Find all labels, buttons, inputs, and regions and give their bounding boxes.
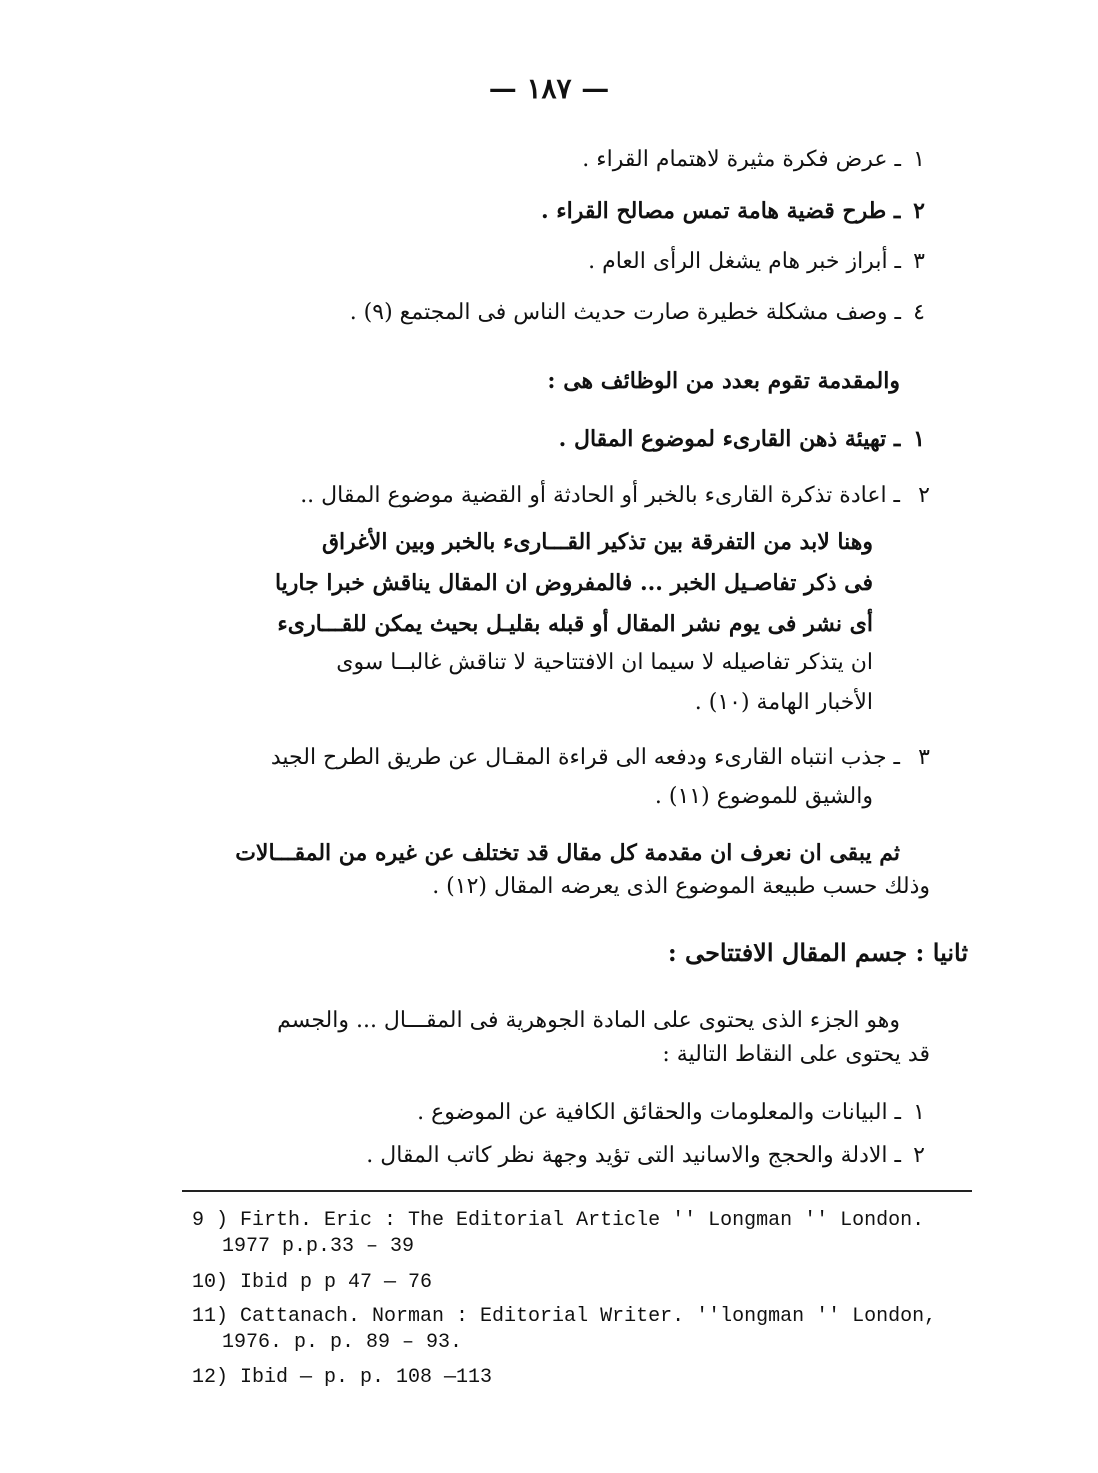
- list-item-number: ٢: [918, 483, 930, 508]
- paragraph-line: ـ جذب انتباه القارىء ودفعه الى قراءة المقـال عن طريق الطرح الجيد: [270, 745, 900, 770]
- list-item: [366, 1141, 930, 1171]
- footnote-line: 1977 p.p.33 – 39: [222, 1235, 415, 1258]
- paragraph-line: وهو الجزء الذى يحتوى على المادة الجوهرية فى المقـــال ... والجسم: [277, 1008, 900, 1033]
- page-number: — ١٨٧ —: [488, 72, 610, 105]
- footnote: [192, 1365, 492, 1391]
- list-item: [582, 145, 930, 175]
- section-heading: ثانيا : جسم المقال الافتتاحى :: [667, 938, 968, 967]
- list-item-number: ١: [913, 426, 925, 452]
- footnote-line: 10) Ibid p p 47 — 76: [192, 1271, 433, 1294]
- function-item-1: [559, 424, 930, 454]
- list-item-text: ـ تهيئة ذهن القارىء لموضوع المقال .: [558, 426, 901, 452]
- paragraph-line: ان يتذكر تفاصيله لا سيما ان الافتتاحية لا تناقش غالبــا سوى: [336, 650, 873, 675]
- paragraph-line: ـ اعادة تذكرة القارىء بالخبر أو الحادثة أو القضية موضوع المقال ..: [300, 483, 900, 508]
- footnote: [192, 1270, 432, 1296]
- list-item: [588, 247, 930, 277]
- list-item-number: ٣: [913, 249, 925, 274]
- paragraph-line: الأخبار الهامة (١٠) .: [694, 690, 873, 715]
- list-item-text: ـ وصف مشكلة خطيرة صارت حديث الناس فى المجتمع (٩) .: [349, 300, 901, 325]
- list-item: [417, 1098, 930, 1128]
- paragraph-line: قد يحتوى على النقاط التالية :: [662, 1042, 930, 1067]
- footnote-line: 1976. p. p. 89 – 93.: [222, 1331, 463, 1354]
- list-item-text: ـ البيانات والمعلومات والحقائق الكافية عن الموضوع .: [417, 1100, 901, 1125]
- paragraph-line: وذلك حسب طبيعة الموضوع الذى يعرضه المقال (١٢) .: [432, 874, 930, 899]
- list-item-text: ـ أبراز خبر هام يشغل الرأى العام .: [588, 249, 901, 274]
- footnote: [192, 1304, 936, 1356]
- list-item-text: ـ عرض فكرة مثيرة لاهتمام القراء .: [582, 147, 901, 172]
- paragraph-line: أى نشر فى يوم نشر المقال أو قبله بقليـل بحيث يمكن للقـــارىء: [277, 611, 873, 637]
- functions-intro: والمقدمة تقوم بعدد من الوظائف هى :: [547, 368, 900, 394]
- list-item-number: ١: [913, 1100, 925, 1125]
- paragraph-line: فى ذكر تفاصـيل الخبر ... فالمفروض ان المقال يناقش خبرا جاريا: [274, 570, 873, 596]
- paragraph-line: ثم يبقى ان نعرف ان مقدمة كل مقال قد تختلف عن غيره من المقـــالات: [235, 840, 900, 866]
- list-item-number: ٣: [918, 745, 930, 770]
- footnote-line: 11) Cattanach. Norman : Editorial Writer. ''longman '' London,: [192, 1305, 937, 1328]
- list-item-number: ٢: [913, 198, 925, 224]
- list-item-number: ٢: [913, 1143, 925, 1168]
- footnote-line: 12) Ibid — p. p. 108 —113: [192, 1366, 493, 1389]
- list-item-number: ١: [913, 147, 925, 172]
- paragraph-line: والشيق للموضوع (١١) .: [654, 784, 873, 809]
- list-item-text: ـ طرح قضية هامة تمس مصالح القراء .: [540, 198, 901, 224]
- list-item: [541, 196, 930, 226]
- list-item: [350, 298, 930, 328]
- footnote-line: 9 ) Firth. Eric : The Editorial Article '' Longman '' London.: [192, 1209, 925, 1232]
- footnote: [192, 1208, 924, 1260]
- list-item-text: ـ الادلة والحجج والاسانيد التى تؤيد وجهة نظر كاتب المقال .: [366, 1143, 901, 1168]
- list-item-number: ٤: [913, 300, 925, 325]
- footnote-separator: [182, 1190, 972, 1192]
- paragraph-line: وهنا لابد من التفرقة بين تذكير القـــارىء بالخبر وبين الأغراق: [321, 529, 873, 555]
